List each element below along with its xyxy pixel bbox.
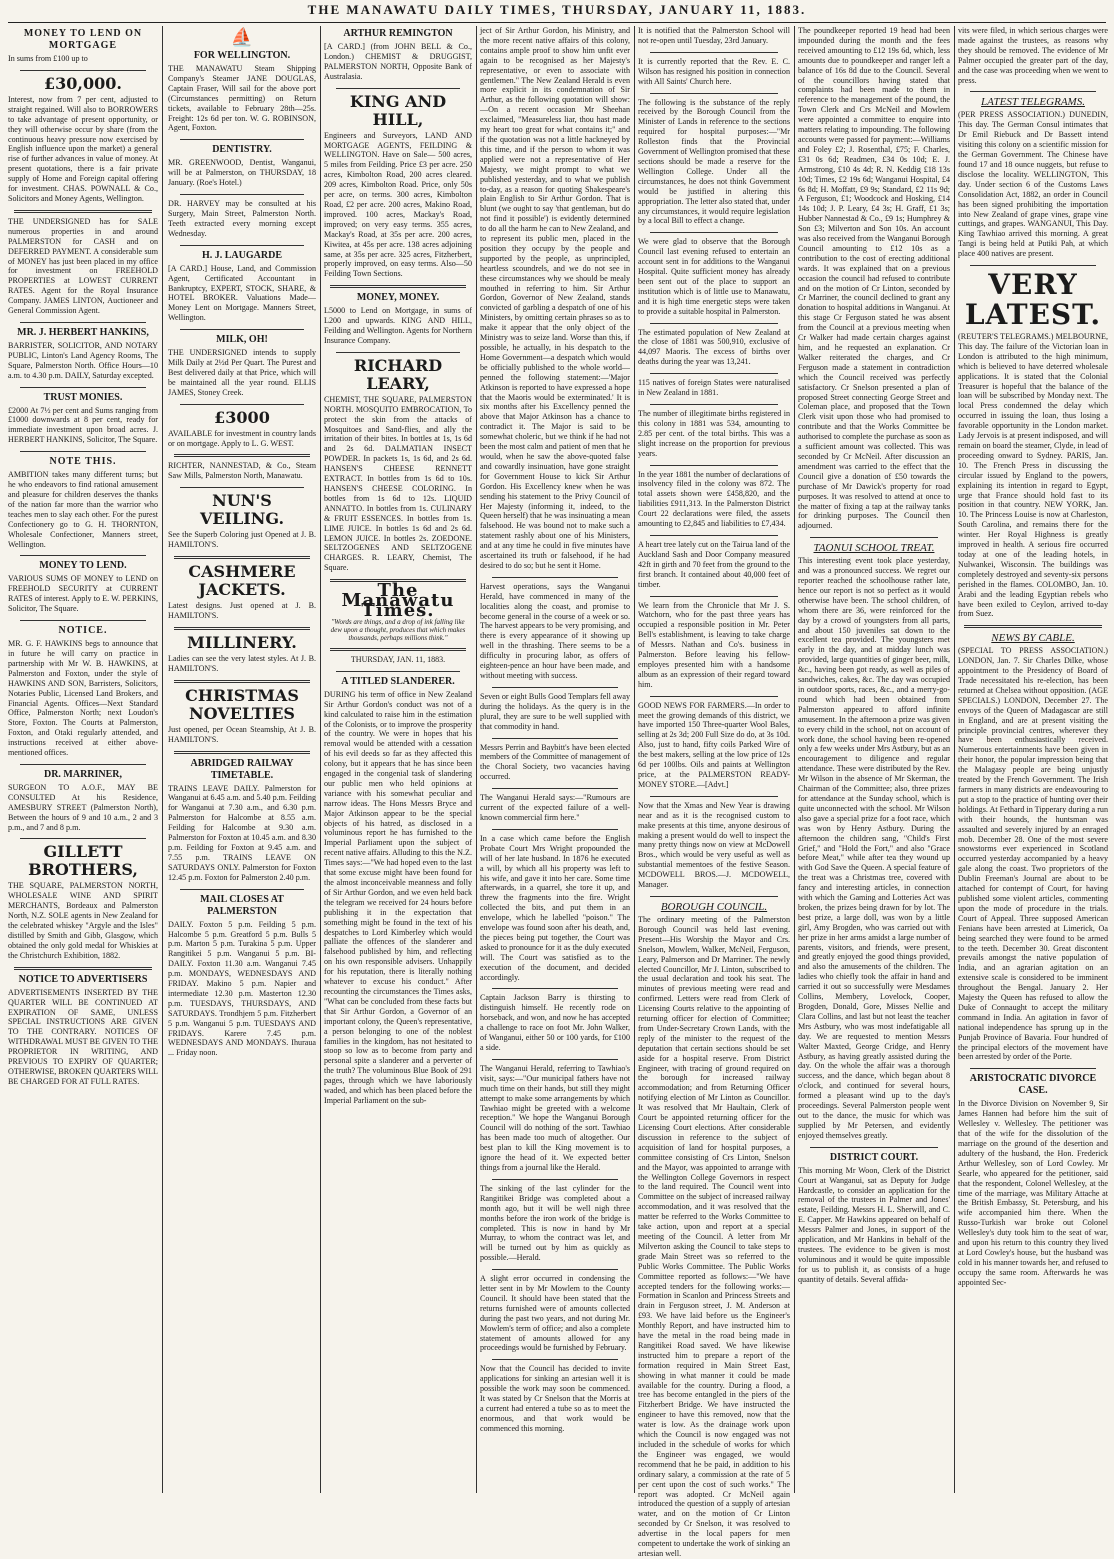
block-title: LATEST TELEGRAMS. [981,96,1085,109]
block-text: MR. GREENWOOD, Dentist, Wanganui, will be at Palmerston, on THURSDAY, 18 January. (Roe's Hotel.) [168,158,316,188]
divider [492,1269,618,1270]
article-block [168,634,316,674]
column-1 [8,26,158,1493]
column-2 [168,26,316,1493]
article-block [168,687,316,745]
article-block [638,540,790,590]
article-block [168,199,316,239]
article-block [168,563,316,621]
divider [492,1059,618,1060]
block-text: Latest designs. Just opened at J. B. HAMILTON'S. [168,601,316,620]
block-text: Messrs Perrin and Baybitt's have been elected members of the Committee of management of the Choral Society, two vacancies having occurred. [480,742,630,782]
article-block [480,743,630,783]
article-block [324,357,472,573]
block-title: TRUST MONIES. [43,391,123,403]
divider [330,648,466,651]
divider [492,988,618,989]
block-title: MILLINERY. [187,632,297,652]
block-text: Now that the Council has decided to invite applications for sinking an artesian well it is possible the work may soon be commenced. It was stated by Cr Snelson that the Morris at a current had entered a tube so as to meet the enormous, and that work would be commenced this morning. [480,1364,630,1433]
divider [20,70,146,71]
divider [650,93,778,94]
block-title: CHRISTMAS NOVELTIES [185,685,299,723]
divider [970,91,1096,92]
block-title: CASHMERE JACKETS. [188,562,296,600]
block-title: DISTRICT COURT. [829,1151,919,1163]
article-block [8,843,158,960]
article-block [168,26,316,133]
divider [174,627,310,630]
block-text: (SPECIAL TO PRESS ASSOCIATION.) LONDON, Jan. 7. Sir Charles Dilke, whose appointment to the Presidency of Board of Trade necessitated his re-election, has been returned at Chelsea without opposition. (AGE SPECIALS.) LONDON, December 27. The envoys of the Queen of Madagascar are still in England, and are at present visiting the principle provincial centres, wherever they have been enthusiastically received. Numerous entertainments have been given in their honor, the popular impression being that the Malagasy people are being unjustly treated by the French Government. The Irish farmers in many districts are endeavouring to put a stop to the practice of hunting over their holdings. At Fethard in Tipperary during a run with their hounds, the huntsman was assaulted and severely injured by an enraged mob. December 28. One of the most severe snowstorms ever experienced in Scotland occurred yesterday accompanied by a heavy gale along the coast. Two proprietors of the Dublin Freeman's Journal are about to be attached for contempt of Court, for having published some violent articles, commenting upon the mode of procedure in the trials. Court of Appeal. Three supposed American Fenians have been arrested at Limerick, Oa being searched they were found to be armed to the teeth. December 30. Great discontent prevails amongst the native population of India, and an agrarian agitation on an extensive scale is considered to be imminent throughout the Bengal. January 2. Her Majesty the Queen has refused to allow the Duke of Connaught to accept the military command in India. An agitation in favor of national independence has sprung up in the Punjab Province of Bavaria. Four hundred of the principal electors of the movement have been arrested by order of the Porte. [958,646,1108,1062]
block-text: The sinking of the last cylinder for the Rangitikei Bridge was completed about a month ago, but it will be well nigh three months before the iron work of the bridge is completed. This is now in hand by Mr Murray, to whom the contract was let, and will be turned out by him as quickly as possible.—Herald. [480,1183,630,1263]
block-text: Harvest operations, says the Wanganui Herald, have commenced in many of the localities along the coast, and promise to become general in the course of a week or so. The harvest appears to be very promising, and there is every appearance of it showing up well in the thrashing. There seems to be a difficulty in procuring labor, as offers of eighteen-pence an hour have been made, and without meeting with success. [480,581,630,680]
block-text: This morning Mr Woon, Clerk of the District Court at Wanganui, sat as Deputy for Judge Hardcastle, to consider an application for the removal of the trustees in Palmer and Jones' estate, Feilding. Messrs H. L. Sherwill, and C. E. Capper. Mr Hawkins appeared on behalf of Messrs Palmer and Jones, in support of the application, and Mr Hankins in behalf of the trustees. The evidence to be given is most voluminous and it would be quite impossible for us to publish it, as consists of a huge quantity of details. Several affida- [798,1165,950,1284]
block-text: The estimated population of New Zealand at the close of 1881 was 500,910, exclusive of 44,097 Maoris. The excess of births over deaths during the year was 13,241. [638,327,790,367]
block-text: THE UNDERSIGNED has for SALE numerous properties in and around PALMERSTON for CASH and on DEFERRED PAYMENT. A considerable sum of MONEY has just been placed in my office for investment on FREEHOLD PROPERTIES at LOWEST CURRENT RATES. Agent for the Royal Insurance Company. JAMES LINTON, Auctioneer and General Commission Agent. [8,216,158,316]
divider [180,404,304,405]
divider [180,139,304,140]
divider [970,265,1096,266]
block-text: The number of illegitimate births registered in this colony in 1881 was 534, amounting to 2.85 per cent. of the total births. This was a slight increase on the proportion for previous years. [638,409,790,458]
divider [650,323,778,324]
block-title: DENTISTRY. [212,144,272,156]
block-text: [A CARD.] House, Land, and Commission Agent, Certificated Accountant in Bankruptcy, EXPERT, STOCK, SHARE, & HOTEL BROKER. Valuations Made—Money Lent on Mortgage. Manners Street, Wellington. [168,263,316,323]
divider [20,620,146,621]
divider [650,404,778,405]
block-text: Interest, now from 7 per cent, adjusted to straight regained. Will also to BORROWERS to take advantage of present opportunity, or they will otherwise occur by share (from the continuous heavy pressure now exercised by English influence upon the market) a general rise of further advances in value of money. At present quotations, there is a fair private supply of Home and Foreign capital offering for investment. CHAS. POWNALL & Co., Solicitors and Money Agents, Wellington. [8,94,158,203]
block-title: MR. J. HERBERT HANKINS, [17,326,149,338]
block-text: Engineers and Surveyors, LAND AND MORTGAGE AGENTS, FEILDING & WELLINGTON. Have on Sale— 500 acres, 5 miles from Feilding. Price £3 per acre. 250 acres, Kimbolton Road, 200 acres cleared. 209 acres, Kimbolton Road. Price, only 50s per acre, on terms. 300 acres, Kimbolton Road, £2 per acre. 200 acres, Makino Road, improved. 100 acres, Mackay's Road, improved; on very easy terms. 355 acres, Mackay's Road, at 35s per acre. 200 acres, Kiwitea, at 45s per acre. 138 acres adjoining same, at 35s per acre. 325 acres, Fitzherbert, properly improved, on easy terms. Also—50 Feilding Town Sections. [324,130,472,279]
article-block [480,582,630,681]
article-block [324,28,472,82]
block-text: BARRISTER, SOLICITOR, AND NOTARY PUBLIC, Linton's Land Agency Rooms, The Square, Palmerston North. Office Hours—10 a.m. to 4.30 p.m. DAILY, Saturday excepted. [8,340,158,380]
block-text: It is currently reported that the Rev. E. C. Wilson has resigned his position in connection with All Saints' Church here. [638,56,790,86]
article-block [798,1152,950,1285]
article-block [638,409,790,459]
block-title: KING AND HILL, [349,91,447,129]
block-text: (REUTER'S TELEGRAMS.) MELBOURNE, This day. The failure of the Victorian loan in London is attributed to the high minimum, which is believed to have deterred wholesale applications. It is stated that the Colonial Treasurer is hopeful that the balance of the loan will be subscribed by Monday next. The local Press condemned the delay which occurred in issuing the loan, thus losing a favorable opportunity in the London market. Lady Jervois is at present indisposed, and will remain on board the steamer, Clyde, in lead of proceeding onward to Sydney. PARIS, Jan. 10. The French Press in discussing the circular issued by England to the powers, explaining its intention in regard to Egypt, urge that France should hold fast to its position in that country. NEW YORK, Jan. 10. The Princess Louise is now at Charleston, South Carolina, and remains there for the winter. Her Royal Highness is greatly improved in health. A serious fire occurred today at one of the leading hotels, in Nulwankei, Wisconsin. The buildings was completely destroyed and seventy-six persons perished in the flames. COLOMBO, Jan. 10. Arabi and the leading Egyptian rebels who have been exiled to Ceylon, arrived to-day from Suez. [958,332,1108,619]
block-text: In a case which came before the English Probate Court Mrs Wright propounded the will of her late husband. In 1876 he executed a will, by which all his property was left to his wife, and gave it into her care. Some time afterwards, in a quarrel, she tore it up, and threw the fragments into the fire. Wright collected the bits, and put them in an envelope, which he labelled "poison." The envelope was found soon after his death, and, the pieces being put together, the Court was asked to pronounce for it as the duly executed will. The Court was satisfied as to the execution of the document, and decided accordingly. [480,833,630,982]
article-block [168,894,316,1059]
divider [336,352,460,353]
divider [180,487,304,488]
block-title: NOTICE TO ADVERTISERS [18,973,148,985]
divider [650,52,778,53]
divider [492,788,618,789]
article-block [324,676,472,1106]
divider [14,967,152,970]
block-text: L5000 to Lend on Mortgage, in sums of L200 and upwards. KING AND HILL, Feilding and Wellington. Agents for Northern Insurance Company. [324,306,472,345]
divider [336,88,460,89]
divider [180,889,304,890]
divider [330,285,466,288]
block-title: VERY LATEST. [964,268,1102,332]
article-block [958,96,1108,259]
article-block [638,470,790,529]
divider [650,696,778,697]
divider [650,796,778,797]
column-divider [476,26,477,1493]
article-block [958,26,1108,85]
article-block [8,456,158,549]
article-block [8,217,158,316]
block-title: NOTE THIS. [49,456,117,468]
article-block [8,769,158,833]
divider [650,465,778,466]
article-block [638,601,790,690]
article-block [168,492,316,550]
block-text: DR. HARVEY may be consulted at his Surgery, Main Street, Palmerston North. Teeth extracted every morning except Wednesday. [168,199,316,238]
block-text: AMBITION takes many different turns; but he who endeavors to find rational amusement and pleasure for children deserves the thanks of the nation far more than the warrior who teaches men to slay each other. For the purest Confectionery go to G. H. THORNTON, Wholesale Confectioner, Manners street, Wellington. [8,470,158,549]
article-block [168,758,316,883]
divider [492,687,618,688]
block-text: GOOD NEWS FOR FARMERS.—In order to meet the growing demands of this district, we have imported 150 Three-quarter Wool Bales, selling at 2s 3d; 200 Full Size do do, at 3s 10d. Also, just to hand, fifty coils Parked Wire of the best makers, selling at the low price of 12s 6d per 100lbs. Oils and paints at Wellington price, at the PALMERSTON READY-MONEY STORE.—[Advt.] [638,700,790,789]
block-text: THE MANAWATU Steam Shipping Company's Steamer JANE DOUGLAS, Captain Fraser, Will sail for the above port (Circumstances permitting) on Return tickets, available to February 28th—25s. Freight: 12s 6d per ton. W. G. ROBINSON, Agent, Foxton. [168,64,316,133]
masthead: THE MANAWATU DAILY TIMES, THURSDAY, JANUARY 11, 1883. [307,2,807,17]
article-block [638,901,790,1559]
article-block [798,542,950,1140]
article-block [8,625,158,758]
block-text: [A CARD.] (from JOHN BELL & Co., London.) CHEMIST & DRUGGIST, PALMERSTON NORTH, Opposite Bank of Australasia. [324,42,472,81]
block-text: See the Superb Coloring just Opened at J. B. HAMILTON'S. [168,530,316,550]
column-5 [638,26,790,1558]
block-text: Now that the Xmas and New Year is drawing near and as it is the recognised custom to make presents at this time, anyone desirous of making a present would do well to inspect the many pretty things now on view at McDowell Bros., which would be very useful as well as substantial mementoes of the festive Season. MCDOWELL BROS.—J. MCDOWELL, Manager. [638,800,790,890]
article-block [8,75,158,204]
block-text: THE UNDERSIGNED intends to supply Milk Daily at 2½d Per Quart. The Purest and Best delivered daily at that Price, which will be maintained all the year round. ELLIS JAMES, Stoney Creek. [168,348,316,397]
block-text: SURGEON TO A.O.F., MAY BE CONSULTED At his Residence, AMESBURY STREET (Palmerston North), Between the hours of 9 and 10 a.m., 2 and 3 p.m., and 7 and 8 p.m. [8,782,158,832]
divider [20,387,146,388]
block-text: ject of Sir Arthur Gordon, his Ministry, and the more recent native affairs of this colony, contains ample proof to show him unfit ever again to be recognised as her Majesty's representative, or even to associate with gentlemen." The New Zealand Herald is even more explicit in its condemnation of Sir Arthur, as the following quotation will show:—On a recent occasion Mr Sheehan exclaimed, "Measureless liar, thou hast made my heart too great for what contains it;" and if the quotation was not a little hackneyed by this time, and if the person to whom it was applied were not a representative of Her Majesty, we might prompt to what we published yesterday, and to what we publish to-day, as a reason for quoting Shakespeare's plain English to Sir Arthur Gordon. That is blunt (we ought to say 'that gentleman, but do not find it possible') is evidently determined to do all the harm he can to New Zealand, and to represent its public men, placed in the position they occupy by the people and supported by the people, as unprincipled, heartless scoundrels, and we do not see in these circumstances why we should be mealy mouthed in referring to him. Sir Arthur Gordon, Governor of New Zealand, stands convicted of garbling a despatch of one of his Ministers, by omitting certain phrases so as to make it appear that the only object of the Ministry was to seize land. Worse than this, if possible, he actually, in his despatch to the Home Government—a despatch which would be officially published to the whole world—penned the following statement:—'Major Atkinson is reported to have expressed a hope that the Maoris would be exterminated.' It is six months after his Excellency penned the above that Major Atkinson has a chance to contradict it. The Major is said to be somewhat choleric, but we think if he had not been the most calm and patient of men that he would, when he saw the above-quoted false and cowardly insinuation, have gone straight for Government House to kick Sir Arthur Gordon. His Excellency knew when he was sending his statement to the Privy Council of Her Majesty (informing it, indeed, to the Queen herself) that he was insinuating a mean falsehood. He was bound not to make such a statement rashly about one of his Ministers, and at any time he could in five minutes have ascertained its truth or falsehood, if he had desired to do so; but he sent it Home. [480,26,630,570]
block-title: BOROUGH COUNCIL. [660,900,768,913]
block-title: ARTHUR REMINGTON [343,28,453,39]
block-title: MONEY TO LEND. [39,560,127,572]
block-text: Captain Jackson Barry is thirsting to distinguish himself. He recently rode on horseback, and won, and now he has accepted a challenge to race on foot Mr. John Walker, of Wanganui, either 50 or 100 yards, for £100 a side. [480,993,630,1052]
column-divider [634,26,635,1493]
article-block [958,1073,1108,1287]
block-text: (PER PRESS ASSOCIATION.) DUNEDIN, This day. The German Consul intimates that Dr Emil Riebuck and Dr Bassett intend visiting this colony on a scientific mission for the German Government. The Chinese have found 17 and 18 ounce nuggets, but refuse to disclose the locality. WELLINGTON, This day. Under section 6 of the Customs Laws Consolidation Act, 1882, an order in Council has been signed prohibiting the importation into New Zealand of grape vines, grape vine cuttings, and grapes. WANGANUI, This Day. King Tawhiao arrived this morning. A great Tangi is being held at Putiki Pah, at which place 400 natives are present. [958,110,1108,259]
block-text: Seven or eight Bulls Good Templars fell away during the holidays. As the query is in the plural, they are sure to be well supplied with that commodity in hand. [480,691,630,731]
block-title: ABRIDGED RAILWAY TIMETABLE. [190,757,294,781]
block-text: The Wanganui Herald, referring to Tawhiao's visit, says:—"Our municipal fathers have not much time on their hands, but still they might attempt to make some arrangements by which Tawhiao might be greeted with a welcome reception." We hope the Wanganui Borough Council will do nothing of the sort. Tawhiao has been made too much of altogether. Our best plan to kill the King movement is to ignore the head of it. We expected better things from a journal like the Herald. [480,1063,630,1172]
block-title: MAIL CLOSES AT PALMERSTON [200,893,284,917]
newspaper-nameplate: The Manawatu Times. [341,580,455,621]
block-text: ADVERTISEMENTS INSERTED BY THE QUARTER WILL BE CONTINUED AT EXPIRATION OF SAME, UNLESS SPECIAL INSTRUCTIONS ARE GIVEN TO THE CONTRARY. NOTICES OF WITHDRAWAL MUST BE GIVEN TO THE PROPRIETOR IN WRITING, AND PREVIOUS TO EXPIRY OF QUARTER; OTHERWISE, BROKEN QUARTERS WILL BE CHARGED FOR AT FULL RATES. [8,987,158,1086]
article-block [324,292,472,346]
block-text: Ladies can see the very latest styles. At J. B. HAMILTON'S. [168,653,316,673]
article-block [480,26,630,571]
block-text: We were glad to observe that the Borough Council last evening refused to entertain an account sent in for additions to the Wanganui Hospital. Quite sufficient money has already been sent out of the place to support an institution which is of little use to Manawatu, and it is high time energetic steps were taken to provide a suitable hospital in Palmerston. [638,237,790,316]
block-text: We learn from the Chronicle that Mr J. S. Watchorn, who for the past three years has occupied a responsible position in Mr. Peter Bell's establishment, is leaving to take charge of Messrs. Nathan and Co's. business in Palmerston. Before leaving his fellow-employes presented him with a handsome album as an expression of their regard toward him. [638,600,790,689]
divider [174,556,310,559]
divider [964,625,1102,628]
block-text: THE SQUARE, PALMERSTON NORTH, WHOLESALE WINE AND SPIRIT MERCHANTS, Bordeaux and Palmerston North, N.Z. SOLE agents in New Zealand for the celebrated whiskey "Argyle and the Isles" distilled by Smith and Gibb, Glasgow, which obtained the only gold medal for Whiskies at the Christchurch Exhibition, 1882. [8,881,158,960]
article-block [638,237,790,316]
divider [650,535,778,536]
article-block [324,655,472,665]
block-text: The Wanganui Herald says:—"Rumours are current of the expected failure of a well-known commercial firm here." [480,793,630,822]
article-block [638,26,790,46]
divider [180,329,304,330]
article-block [324,580,472,642]
column-3 [324,26,472,1493]
block-title: DR. MARRINER, [43,768,123,780]
block-title: H. J. LAUGARDE [201,249,282,261]
divider [336,671,460,672]
block-title: MILK, OH! [216,334,268,346]
block-text: TRAINS LEAVE DAILY. Palmerston for Wanganui at 6.45 a.m. and 5.40 p.m. Feilding for Wanganui at 7.30 a.m., and 6.30 p.m. Palmerston for Halcombe at 8.55 a.m. Feilding for Halcombe at 9.30 a.m. Palmerston for Foxton at 10.45 a.m. and 8.30 p.m. Feilding for Foxton at 9.45 a.m. and 7.55 p.m. TRAINS LEAVE ON SATURDAYS ONLY. Palmerston for Foxton 12.45 p.m. Foxton for Palmerston 2.40 p.m. [168,783,316,882]
block-title: RICHARD LEARY, [353,355,443,393]
column-divider [794,26,795,1493]
block-text: In the Divorce Division on November 9, Sir James Hannen had before him the suit of Wellesley v. Wellesley. The petitioner was that of the wife for the dissolution of the marriage on the ground of the desertion and adultery of the husband, the Hon. Frederick Arthur Wellesley, son of Lord Cowley. Mr Searle, who appeared for the petitioner, said that the respondent, Colonel Wellesley, at the time of the marriage, was Military Attache at the British Embassy, St. Petersburg, and his wife accompanied him there. When the Russo-Turkish war broke out Colonel Wellesley's duty took him to the seat of war, and upon his return to this country they lived at Lord Cowley's house, but the husband was cold in his manner towards her, and refused to occupy the same room. Afterwards he was appointed Sec- [958,1099,1108,1287]
divider [174,751,310,754]
column-4 [480,26,630,1493]
article-block [168,334,316,398]
article-block [168,409,316,449]
article-block [638,328,790,368]
divider [20,764,146,765]
article-block [638,378,790,398]
divider [650,896,778,897]
block-text: A slight error occurred in condensing the letter sent in by Mr Mowlem to the County Council. It should have been stated that the returns furnished were of amounts collected during the past two years, and not during Mr. Mowlem's term of office; and also a complete statement of amounts allowed for any proceedings would be furnished by February. [480,1274,630,1353]
block-text: The poundkeeper reported 19 head had been impounded during the month and the fees received amounting to £12 19s 6d, which, less amounts due to poundkeeper and ranger left a balance of 16s 8d due to the Council. Several of the councillors having stated that complaints had been made to them in reference to the management of the pound, the Town Clerk and Crs McNeil and Mowlem were appointed a committee to enquire into matters relating to impounding. The following accounts were passed for payment:—Williams and Foley £2; J. Rosenthal, £75; F. Charles, £31 0s 6d; Readmen, £34 0s 10d; E. J. Armstrong, £10 4s 4d; R. N. Keddig £18 13s 10d; Times, £2 19s 6d; Wanganui Hospital, £4 6s 8d; H. Moffatt, £9 9s; Standard, £2 11s 9d; A Ferguson, £1; Woodcock and Hosking, £14 14s 10d; J. P. Leary, £4 3s; H. Graff, £1 3s; Hubber Nannestad & Co., £9 1s; Humphrey & Son £3; Milverton and Son 10s. An account was also received from the Wanganui Borough Council amounting to £12 10s as a contribution to the cost of erecting additional wards. It was explained that on a previous occasion the council had refused to contribute and on the motion of Cr Linton, seconded by Cr Marriner, the council declined to grant any donation to hospital additions in Wanganui. At this stage Cr Ferguson stated he was absent from the Council at a previous meeting when Cr Walker had made certain charges against him, and he requested an explanation. Cr Walker reiterated the charges, and Cr Ferguson made a statement in contradiction which the Council received was perfectly satisfactory. Cr Snelson presented a plan of proposed Street connecting George Street and Coleman place, and proposed that the Town Clerk visit upon those who had promised to contribute and that the Works Committee be authorised to complete the purchase as soon as a sufficient amount was collected. This was seconded by Cr McNeil. After discussion an amendment was carried to the effect that the Council give a donation of £50 towards the purchase of Mr Dawick's property for road purposes. It was resolved to attend at once to the matter of fixing a tap at the railway tanks for drinking purposes. The Council then adjourned. [798,26,950,531]
article-block [480,793,630,823]
article-block [480,692,630,732]
article-block [638,701,790,790]
block-text: It is notified that the Palmerston School will not re-open until Tuesday, 23rd January. [638,26,790,45]
column-divider [320,26,321,1493]
block-title: ARISTOCRATIC DIVORCE CASE. [969,1073,1097,1097]
column-divider [162,26,163,1493]
block-text: CHEMIST, THE SQUARE, PALMERSTON NORTH. MOSQUITO EMBROCATION, To protect the skin from the attacks of Mosquitoes and Sand-flies, and ally the irritation of their bites. In bottles at 1s, 1s 6d and 2s 6d. DALMATIAN INSECT POWDER. In packets 1s, 1s 6d, and 2s 6d. HANSEN'S CHEESE RENNETT EXTRACT. In bottles from 1s 6d to 10s. HANSEN'S CHEESE COLORING. In bottles from 1s 6d to 12s. LIQUID ANNATTO. In bottles from 1s. CULINARY & FRUIT ESSENCES. In bottles from 1s. LIME JUICE. In bottles 1s 6d and 2s 6d. LEMON JUICE. In bottles 2s. ZOEDONE. SELTZOGENES AND SELTZOGENE CHARGES. R. LEARY, Chemist, The Square. [324,394,472,573]
steamship-icon: ⛵ [230,27,254,47]
article-block [480,1274,630,1353]
block-text: MR. G. F. HAWKINS begs to announce that in future he will carry on practice in partnership with Mr W. B. HAWKINS, at Palmerston and Foxton, under the style of HAWKINS AND SON, Barristers, Solicitors, Notaries Public, Licensed Land Brokers, and Financial Agents. Offices—Next Standard Office, Palmerston North; next Loudon's Store, Foxton. The Courts at Palmerston, Foxton, and Otaki regularly attended, and instructions received at either above-mentioned offices. [8,639,158,758]
divider [174,680,310,683]
article-block [798,26,950,531]
article-block [638,57,790,87]
divider [180,194,304,195]
divider [810,1147,938,1148]
masthead-rule [8,22,1106,23]
divider [20,322,146,323]
block-text: In sums from £100 up to [8,54,88,63]
article-block [8,974,158,1087]
block-text: In the year 1881 the number of declarations of insolvency filed in the colony was 872. The total assets shown were £458,820, and the liabilities £911,313. In the Palmerston District Court 22 declarations were filed, the assets amounting to £2,845 and liabilities to £7,434. [638,469,790,529]
divider [492,577,618,578]
divider [650,232,778,233]
block-title: NUN'S VEILING. [199,491,285,529]
article-block [638,801,790,890]
divider [650,596,778,597]
block-title: GILLETT BROTHERS, [28,842,138,880]
divider [492,1179,618,1180]
block-text: The following is the substance of the reply received by the Borough Council from the Minister of Lands in reference to the sections required for hospital purposes:—"Mr Rolleston finds that the Provincial Government of Wellington promised that these sections should be made a reserve for the Wellington College. Under all the circumstances, he does not think Government would be justified in altering this appropriation. The letter also stated that, under any circumstances, it would require legislation by a local Bill to effect a change. [638,97,790,226]
article-block [168,250,316,323]
article-block [8,392,158,446]
block-text: Just opened, per Ocean Steamship, At J. B. HAMILTON'S. [168,724,316,744]
masthead-motto: "Words are things, and a drop of ink falling like dew upon a thought, produces that which makes thousands, perhaps millions think." [330,617,466,642]
divider [174,454,310,457]
block-title: £3000 [214,407,270,427]
divider [492,738,618,739]
block-title: TAONUI SCHOOL TREAT. [813,542,935,555]
block-text: £2000 At 7½ per cent and Sums ranging from £1000 downwards at 8 per cent, ready for immediate investment upon broad acres. J. HERBERT HANKINS, Solicitor, The Square. [8,405,158,445]
article-block [480,1364,630,1433]
divider [650,373,778,374]
block-title: MONEY TO LEND ON MORTGAGE [23,28,143,51]
divider [20,451,146,452]
article-block [8,28,158,64]
issue-dateline: THURSDAY, JAN. 11, 1883. [350,654,446,664]
divider [20,555,146,556]
block-text: This interesting event took place yesterday, and was a pronounced success. We regret our reporter reached the schoolhouse rather late, hence our report is not so perfect as it would otherwise have been. The school children, of whom there are 36, were reinforced for the day by a crowd of youngsters from all parts, and about 150 juveniles sat down to the excellent tea provided. The youngsters met early in the day, and at midday lunch was provided, large quantities of ginger beer, milk, &c., having been got ready, as well as piles of sandwiches, cakes, &c. The day was occupied in outdoor sports, races, &c., and a merry-go-round which had been obtained from Palmerston appeared to afford infinite amusement. In the afternoon a prize was given to every child in the school, not on account of work done, the school having been re-opened only a few weeks under Mrs Astbury, but as an encouragement to diligence and regular attendance. These were distributed by the Rev. Mr Wilson in the absence of Mr Skerman, the Chairman of the Committee; also, three prizes for attendance at the Sunday school, which is quite unconnected with the school. Mr Wilson also gave a special prize for a foot race, which was won by Henry Astbury. During the afternoon the children sang, "Child's First Grief," and "Hold the Fort," and also "Grace before Meat," while after tea they wound up with God Save the Queen. A special feature of the treat was a Christmas tree, covered with fancy and interesting articles, in connection with which the Gaming and Lotteries Act was broken, the prizes being drawn for by lot. The best prize, a large doll, was won by a little girl, Amy Brogden, who was carried out with her prize in her arms amidst a large number of parents, visitors, and friends, were present, and greatly enjoyed the good things provided, and also the amusements of the children. The ladies who chiefly took the affair in hand and carried it out so successfully were Mesdames Collins, Membery, Lovelock, Cooper, Brogden, Donald, Gore, Misses Nellie and Clara Collins, and last but not least the teacher Mrs Astbury, who was most indefatigable all day. We are requested to mention Messrs Walter Maxted, George Cridge, and Henry Astbury, as having greatly assisted during the day. On the whole the affair was a thorough success, and the dance, which began about 8 o'clock, and continued for several hours, formed a pleasant wind up to the day's proceedings. Several Palmerston people went out to the dance, the music for which was supplied by Mr Petersen, and evidently enjoyed themselves greatly. [798,556,950,1140]
divider [492,1359,618,1360]
divider [20,838,146,839]
column-divider [954,26,955,1493]
column-7 [958,26,1108,1493]
article-block [958,270,1108,619]
block-title: NOTICE. [58,625,108,637]
block-title: MONEY, MONEY. [356,292,440,304]
article-block [8,560,158,614]
article-block [168,144,316,188]
block-title: £30,000. [44,73,122,93]
article-block [958,632,1108,1062]
article-block [480,1184,630,1263]
block-text: RICHTER, NANNESTAD, & Co., Steam Saw Mills, Palmerston North, Manawatu. [168,461,316,481]
article-block [8,327,158,381]
article-block [638,98,790,227]
block-text: AVAILABLE for investment in country lands or on mortgage. Apply to L. G. WEST. [168,428,316,448]
divider [810,537,938,538]
block-title: A TITLED SLANDERER. [341,675,455,687]
block-title: NEWS BY CABLE. [991,632,1075,645]
block-text: VARIOUS SUMS OF MONEY to LEND on FREEHOLD SECURITY at CURRENT RATES of interest. Apply to E. W. PERKINS, Solicitor, The Square. [8,574,158,614]
divider [180,245,304,246]
block-text: The ordinary meeting of the Palmerston Borough Council was held last evening. Present—His Worship the Mayor and Crs. Snelson, Mowlem, Walker, McNeil, Ferguson, Leary, Palmerson and Dr Marriner. The newly elected Councillor, Mr J. Linton, subscribed to the usual declaration and took his seat. The minutes of previous meeting were read and confirmed. Letters were read from Clerk of Licensing Courts relative to the appointing of returning officer for election of Committee; from Under-Secretary Crown Lands, with the reply of the minister to the request of the deputation that certain sections should be set aside for a hospital reserve. From District Engineer, with tracing of ground required on the borough for increased railway accommodation; and from Returning Officer notifying election of Mr Linton as Councillor. It was resolved that Mr Haultain, Clerk of Court be appointed returning officer for the Licensing Court elections. After considerable discussion in reference to the subject of acquisition of land for hospital purposes, a committee consisting of Crs Linton, Snelson and the Mayor, was appointed to arrange with the Wellington College Governors in respect to the land required. The Council went into Committee on the subject of increased railway accommodation, and it was resolved that the matter be referred to the Works Committee to take action, upon and report at a special meeting of the Council. A letter from Mr Milverton asking the Council to take steps to grade Main Street was so referred to the Public Works Committee. The Public Works Committee reported as follows:—"We have accepted tenders for the following works:—Formation in Scanlon and Princess Streets and drain in Ferguson street, J. M. Anderson at £93. We have laid before us the Engineer's Monthly Report, and have instructed him to have the metal in the road being made in Rangitikei Road saved. We have likewise instructed him to prepare a report of the formation required in Main Street East, showing in what manner it could be made available for the country. During a flood, a tree has become entangled in the piers of the Fitzherbert Bridge. We have instructed the engineer to have this removed, now that the water is low. As the drainage work upon which the Council is now engaged was not included in the schedule of works for which the Engineer was engaged, we would recommend that he be paid, in addition to his ordinary salary, a commission at the rate of 5 per cent upon the cost of such works." The report was adopted. Cr McNeil again introduced the question of a supply of artesian water, and on the motion of Cr Linton seconded by Cr Snelson, it was resolved to advertise in the local papers for men competent to undertake the work of sinking an artesian well. [638,914,790,1558]
article-block [480,993,630,1052]
block-text: DURING his term of office in New Zealand Sir Arthur Gordon's conduct was not of a kind calculated to raise him in the estimation of the Colonists, or to improve the prosperity of the country. We were in hopes that his removal would be attended with a cessation of his evil deeds so far as they affected this colony, but it appears that he has since been engaged in the congenial task of slandering our public men who held opinions at variance with his somewhat peculiar and narrow ideas. The Hons Messrs Bryce and Major Atkinson appear to be the special objects of his hatred, as disclosed in a voluminous report he has furnished to the Imperial Parliament upon the subject of recent native affairs. Alluding to this the N.Z. Times says:—"We had hoped even to the last that some excuse might have been found for the almost inconceivable meanness and folly of Sir Arthur Gordon, and we even held back the telegram we received for 24 hours before publishing it in the expectation that something might be found in the text of his despatches to Lord Kimberley which would palliate the offences of the slanderer and falsehood published by him, and reflecting on his own responsible advisers. Unhappily for his reputation, there is literally nothing whatever to excuse his conduct." After recounting the circumstances the Times asks, "What can be concluded from these facts but that Sir Arthur Gordon, a Governor of an important colony, the Queen's representative, a person belonging to one of the noblest families in the kingdom, has not hesitated to stoop so low as to become from party and personal spite a slanderer and a perverter of the truth? The voluminous Blue Book of 291 pages, through which we have laboriously waded, and which has been placed before the Imperial Parliament on the sub- [324,689,472,1105]
article-block [168,461,316,481]
block-text: 115 natives of foreign States were naturalised in New Zealand in 1881. [638,378,790,398]
article-block [480,1064,630,1173]
divider [14,210,152,213]
article-block [480,834,630,983]
block-text: A heart tree lately cut on the Tairua land of the Auckland Sash and Door Company measured 42ft in girth and 70 feet from the ground to the first branch. It contained about 40,000 feet of timber. [638,539,790,589]
column-6 [798,26,950,1493]
divider [970,1068,1096,1069]
article-block [324,93,472,280]
divider [492,829,618,830]
block-text: DAILY. Foxton 5 p.m. Feilding 5 p.m. Halcombe 5 p.m. Greatford 5 p.m. Bulls 5 p.m. Marton 5 p.m. Turakina 5 p.m. Upper Rangitikei 5 p.m. Wanganui 5 p.m. BI-DAILY. Foxton 11.30 a.m. Wanganui 7.45 p.m. MONDAYS, WEDNESDAYS AND FRIDAY. Makino 5 p.m. Napier and intermediate 12.30 p.m. Masterton 12.30 p.m. TUESDAYS, THURSDAYS, AND SATURDAYS. Trondhjem 5 p.m. Fitzherbert 5 p.m. Wanganui 5 p.m. TUESDAYS AND FRIDAYS. Karere 7.45 p.m. WEDNESDAYS AND MONDAYS. Ihuraua ... Friday noon. [168,919,316,1058]
block-title: FOR WELLINGTON. [193,50,291,61]
block-text: vits were filed, in which serious charges were made against the trustees, as reasons why they should be removed. The evidence of Mr Palmer occupied the greater part of the day, and the case was proceeding when we went to press. [958,26,1108,85]
